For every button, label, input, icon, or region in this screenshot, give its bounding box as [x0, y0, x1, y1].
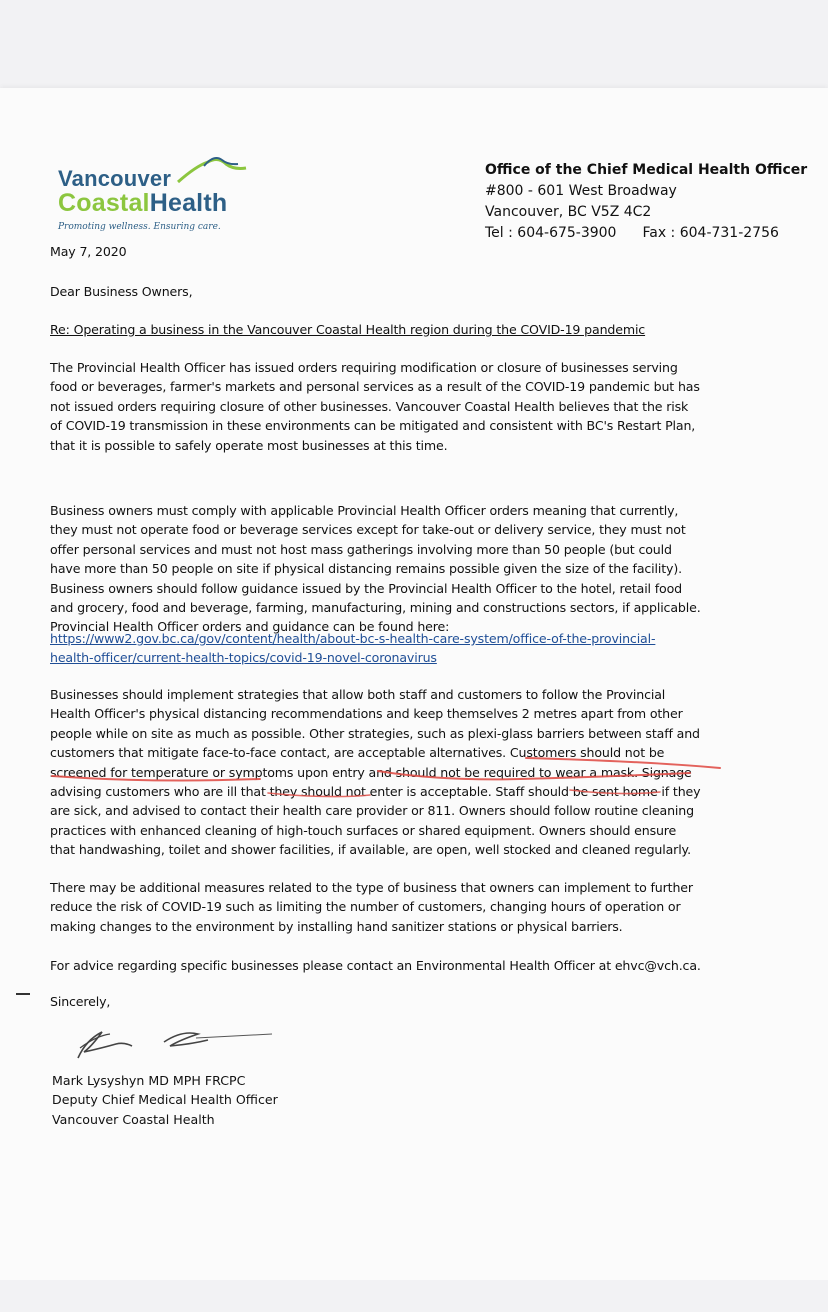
paragraph-line: There may be additional measures related to the type of business that owners can implement to further — [50, 880, 693, 895]
photo-top-margin — [0, 0, 828, 88]
logo-name-health: Health — [149, 189, 228, 217]
logo-name-vancouver: Vancouver — [58, 166, 172, 191]
link-line[interactable]: health-officer/current-health-topics/covid-19-novel-coronavirus — [50, 650, 437, 666]
logo-tagline: Promoting wellness. Ensuring care. — [58, 222, 221, 232]
paragraph-line: Health Officer's physical distancing recommendations and keep themselves 2 metres apart from other — [50, 706, 683, 722]
paragraph-3 — [50, 685, 740, 860]
paragraph-1 — [50, 358, 740, 455]
paragraph-line: screened for temperature or symptoms upon entry and should not be required to wear a mask. Signage — [50, 764, 692, 780]
paragraph-line: people while on site as much as possible. Other strategies, such as plexi-glass barriers between staff and — [50, 725, 700, 741]
photo-bottom-margin — [0, 1280, 828, 1312]
paragraph-2 — [50, 501, 740, 637]
paragraph-line: they must not operate food or beverage services except for take-out or delivery service, they must not — [50, 522, 686, 538]
paragraph-line: offer personal services and must not host mass gatherings involving more than 50 people (but could — [50, 541, 672, 557]
paragraph-5: For advice regarding specific businesses please contact an Environmental Health Officer at ehvc@vch.ca. — [50, 958, 701, 973]
paragraph-line: advising customers who are ill that they should not enter is acceptable. Staff should be sent home if they — [50, 784, 701, 800]
office-address-line-2: Vancouver, BC V5Z 4C2 — [485, 204, 652, 220]
logo-name-coastal: Coastal — [58, 189, 150, 217]
signer-organization: Vancouver Coastal Health — [52, 1111, 215, 1127]
paragraph-line: have more than 50 people on site if physical distancing remains possible given the size of the facility). — [50, 561, 682, 577]
paragraph-line: and grocery, food and beverage, farming, manufacturing, mining and constructions sectors, if applicable. — [50, 600, 701, 616]
letter-closing: Sincerely, — [50, 994, 111, 1009]
paragraph-line: that it is possible to safely operate most businesses at this time. — [50, 437, 448, 453]
mountain-logo-icon — [174, 152, 250, 184]
signer-name: Mark Lysyshyn MD MPH FRCPC — [52, 1073, 246, 1088]
paragraph-line: Business owners must comply with applicable Provincial Health Officer orders meaning that currently, — [50, 503, 679, 518]
paragraph-line: of COVID-19 transmission in these environments can be mitigated and consistent with BC's Restart Plan, — [50, 418, 696, 434]
signature — [72, 1018, 282, 1064]
letter-subject: Re: Operating a business in the Vancouver Coastal Health region during the COVID-19 pandemic — [50, 322, 646, 337]
paragraph-line: Businesses should implement strategies that allow both staff and customers to follow the Provincial — [50, 687, 666, 702]
signer-block — [52, 1071, 278, 1129]
signer-title: Deputy Chief Medical Health Officer — [52, 1092, 278, 1108]
paragraph-line: practices with enhanced cleaning of high-touch surfaces or shared equipment. Owners should ensure — [50, 822, 677, 838]
office-phone-row — [485, 223, 815, 244]
paragraph-line: Business owners should follow guidance issued by the Provincial Health Officer to the hotel, retail food — [50, 580, 682, 596]
logo-name-coastal-health — [58, 189, 227, 218]
paragraph-line: food or beverages, farmer's markets and personal services as a result of the COVID-19 pandemic but has — [50, 379, 700, 395]
paragraph-4 — [50, 878, 740, 936]
letter-date: May 7, 2020 — [50, 244, 127, 259]
paragraph-line: not issued orders requiring closure of other businesses. Vancouver Coastal Health believes that the risk — [50, 398, 689, 414]
paragraph-line: making changes to the environment by installing hand sanitizer stations or physical barriers. — [50, 918, 623, 934]
office-fax: Fax : 604-731-2756 — [642, 225, 779, 241]
office-tel: Tel : 604-675-3900 — [485, 225, 617, 241]
paragraph-line: customers that mitigate face-to-face contact, are acceptable alternatives. Customers should not be — [50, 745, 665, 761]
paragraph-line: are sick, and advised to contact their health care provider or 811. Owners should follow routine cleaning — [50, 803, 694, 819]
vch-logo — [56, 152, 256, 236]
link-line[interactable]: https://www2.gov.bc.ca/gov/content/health/about-bc-s-health-care-system/office-of-the-provincial- — [50, 631, 656, 646]
letter-salutation: Dear Business Owners, — [50, 284, 193, 299]
bc-gov-covid-link[interactable] — [50, 629, 740, 668]
paragraph-line: that handwashing, toilet and shower facilities, if available, are open, well stocked and cleaned regularly. — [50, 842, 691, 858]
office-address-block — [485, 160, 815, 244]
margin-mark — [16, 993, 30, 995]
paragraph-line: reduce the risk of COVID-19 such as limiting the number of customers, changing hours of operation or — [50, 899, 681, 915]
office-title: Office of the Chief Medical Health Officer — [485, 162, 808, 178]
office-address-line-1: #800 - 601 West Broadway — [485, 183, 677, 199]
paragraph-line: The Provincial Health Officer has issued orders requiring modification or closure of businesses serving — [50, 360, 678, 375]
paragraph-line: Provincial Health Officer orders and guidance can be found here: — [50, 619, 450, 635]
